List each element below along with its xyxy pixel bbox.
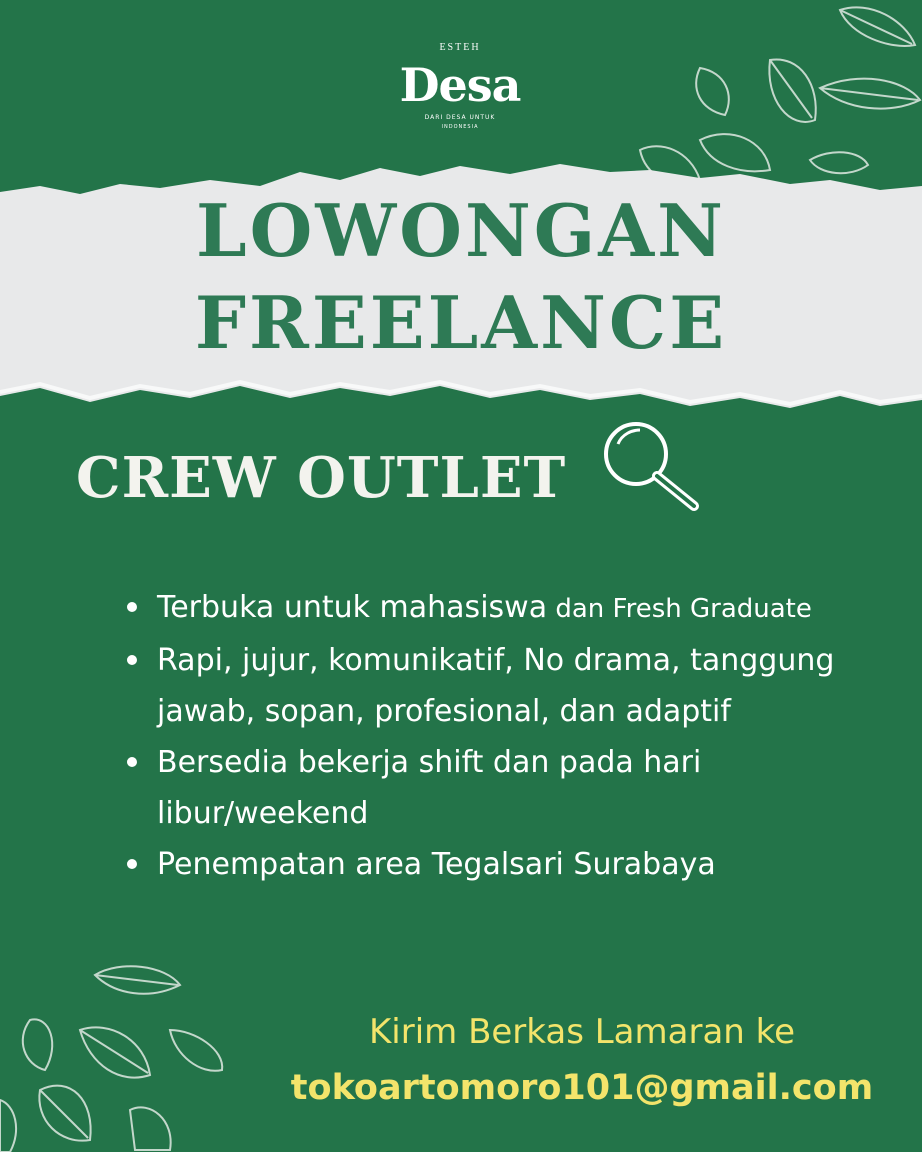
logo-tagline-1: DARI DESA UNTUK: [424, 114, 496, 121]
magnifier-icon: [596, 416, 706, 516]
headline-line-1: LOWONGAN: [196, 188, 726, 273]
position-title: CREW OUTLET: [76, 445, 567, 511]
requirements-list: [125, 582, 905, 890]
headline-line-2: FREELANCE: [194, 280, 728, 365]
logo-tagline-2: INDONESIA: [441, 124, 479, 130]
requirement-item: Penempatan area Tegalsari Surabaya: [125, 839, 905, 890]
requirement-item: Rapi, jujur, komunikatif, No drama, tanggung jawab, sopan, profesional, dan adaptif: [125, 635, 905, 737]
contact-email[interactable]: tokoartomoro101@gmail.com: [290, 1068, 874, 1108]
contact-label: Kirim Berkas Lamaran ke: [368, 1012, 796, 1052]
requirement-item: Terbuka untuk mahasiswa dan Fresh Graduate: [125, 582, 905, 635]
brand-logo: [380, 40, 540, 150]
logo-wordmark: Desa: [399, 58, 521, 112]
logo-eyebrow: ESTEH: [439, 42, 481, 53]
requirement-item: Bersedia bekerja shift dan pada hari libur/weekend: [125, 737, 905, 839]
